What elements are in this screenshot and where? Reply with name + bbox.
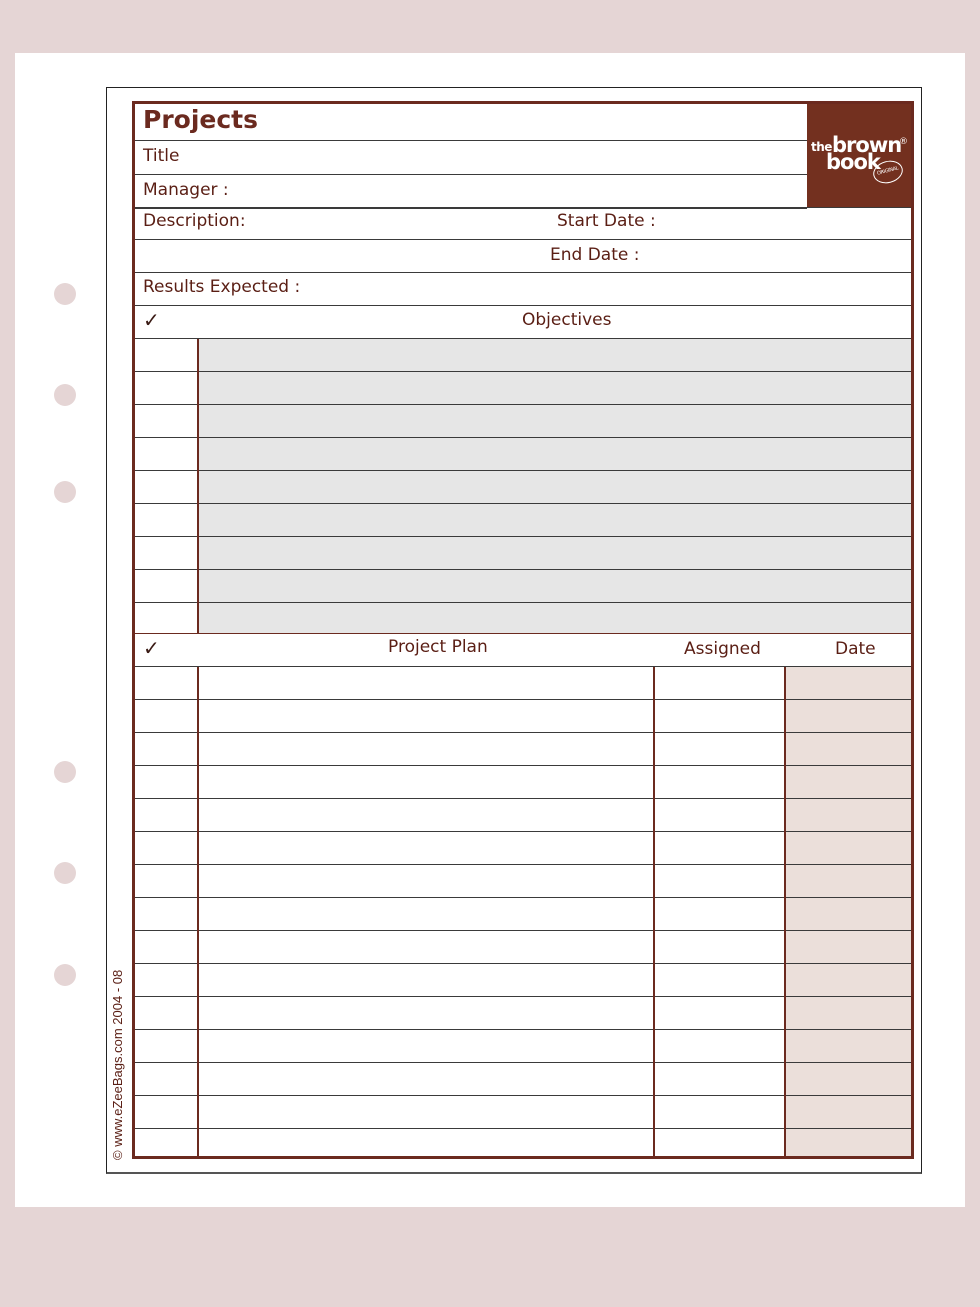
punch-hole [54,862,76,884]
plan-row[interactable] [135,700,911,733]
punch-hole [54,384,76,406]
column-project-plan: Project Plan [388,637,488,657]
plan-row[interactable] [135,1129,911,1156]
title-label: Title [143,146,180,166]
plan-row[interactable] [135,766,911,799]
objective-divider [197,339,199,634]
objective-text-cell[interactable] [199,471,911,503]
manager-field[interactable] [135,175,807,209]
logo-brown: brown [832,133,902,157]
objective-text-cell[interactable] [199,438,911,470]
end-date-row[interactable] [135,240,911,273]
checkmark-icon: ✓ [143,636,160,660]
plan-date-cell[interactable] [786,700,911,732]
project-form [132,101,914,1159]
original-stamp-icon: ORIGINAL [871,157,906,186]
plan-date-cell[interactable] [786,865,911,897]
punch-hole [54,964,76,986]
objective-text-cell[interactable] [199,537,911,569]
plan-row[interactable] [135,799,911,832]
registered-icon: ® [899,137,908,147]
objective-row[interactable] [135,537,911,570]
column-assigned: Assigned [684,639,761,659]
objective-text-cell[interactable] [199,504,911,536]
objectives-header [135,306,911,339]
plan-row[interactable] [135,1063,911,1096]
objective-row[interactable] [135,504,911,537]
copyright-text: © www.eZeeBags.com 2004 - 08 [110,969,125,1160]
plan-date-cell[interactable] [786,799,911,831]
plan-row[interactable] [135,964,911,997]
plan-check-divider [197,667,199,1156]
plan-row[interactable] [135,832,911,865]
objective-row[interactable] [135,438,911,471]
punch-hole [54,761,76,783]
objective-row[interactable] [135,570,911,603]
plan-date-cell[interactable] [786,832,911,864]
plan-date-cell[interactable] [786,1096,911,1128]
page-title: Projects [143,105,259,134]
plan-date-cell[interactable] [786,733,911,765]
plan-date-cell[interactable] [786,931,911,963]
punch-hole [54,283,76,305]
plan-row[interactable] [135,931,911,964]
plan-row[interactable] [135,1030,911,1063]
column-date: Date [835,639,876,659]
manager-label: Manager : [143,180,229,200]
plan-date-cell[interactable] [786,898,911,930]
objective-text-cell[interactable] [199,603,911,633]
heading-row [135,104,807,141]
plan-date-cell[interactable] [786,997,911,1029]
objective-text-cell[interactable] [199,339,911,371]
plan-date-cell[interactable] [786,766,911,798]
objective-row[interactable] [135,603,911,634]
logo-the: the [811,140,832,154]
plan-row[interactable] [135,865,911,898]
results-expected-row[interactable] [135,273,911,306]
punch-hole [54,481,76,503]
objective-row[interactable] [135,405,911,438]
start-date-label: Start Date : [557,211,656,231]
plan-date-divider [784,667,786,1156]
plan-row[interactable] [135,667,911,700]
results-expected-label: Results Expected : [143,277,301,297]
plan-date-cell[interactable] [786,1063,911,1095]
plan-date-cell[interactable] [786,964,911,996]
plan-row[interactable] [135,898,911,931]
plan-assigned-divider [653,667,655,1156]
plan-row[interactable] [135,997,911,1030]
objective-row[interactable] [135,339,911,372]
title-field[interactable] [135,141,807,175]
logo-book: book [826,150,880,174]
brand-logo [807,104,911,207]
description-label: Description: [143,211,246,231]
objective-row[interactable] [135,471,911,504]
project-plan-header [135,634,911,667]
end-date-label: End Date : [550,245,640,265]
plan-date-cell[interactable] [786,1129,911,1156]
plan-row[interactable] [135,733,911,766]
objective-text-cell[interactable] [199,405,911,437]
objective-text-cell[interactable] [199,570,911,602]
objective-row[interactable] [135,372,911,405]
checkmark-icon: ✓ [143,308,160,332]
description-row[interactable] [135,207,911,240]
plan-date-cell[interactable] [786,1030,911,1062]
objective-text-cell[interactable] [199,372,911,404]
plan-row[interactable] [135,1096,911,1129]
plan-date-cell[interactable] [786,667,911,699]
objectives-title: Objectives [522,310,612,330]
